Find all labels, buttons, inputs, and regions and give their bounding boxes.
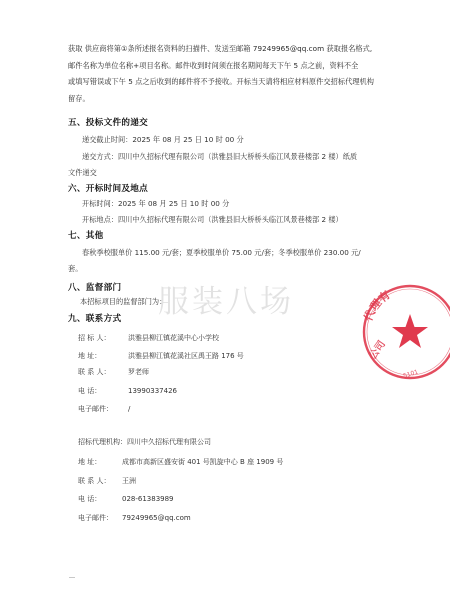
- uniform-prices-line-2: 套。: [68, 264, 83, 273]
- uniform-prices-line-1: 春秋季校服单价 115.00 元/套；夏季校服单价 75.00 元/套；冬季校服单价 230.00 元/: [82, 248, 361, 257]
- buyer-address-value: 洪雅县柳江镇花溪社区禹王路 176 号: [128, 352, 244, 360]
- section-9-title: 九、联系方式: [68, 314, 122, 324]
- agent-name-row: [78, 437, 211, 447]
- agent-phone-value: 028-61383989: [122, 495, 174, 503]
- opening-time: 开标时间：2025 年 08 月 25 日 10 时 00 分: [82, 199, 230, 208]
- seal-number: 5101: [402, 368, 420, 380]
- buyer-contact-label: 联 系 人：: [78, 368, 111, 376]
- section-8-title: 八、监督部门: [68, 283, 122, 293]
- submission-method-line-2: 文件递交: [68, 168, 97, 177]
- seal-top-text: 代理有: [361, 288, 393, 324]
- agent-phone-row: [78, 494, 174, 504]
- seal-graphic: [356, 280, 450, 384]
- buyer-email-value: /: [128, 405, 131, 413]
- page-mark: [69, 577, 75, 578]
- buyer-name-row: [78, 333, 219, 343]
- buyer-email-row: [78, 404, 130, 414]
- intro-line-1: 获取 供应商将第①条所述报名资料的扫描件、发送至邮箱 79249965@qq.com 获取报名格式,: [68, 44, 373, 53]
- intro-line-4: 留存。: [68, 93, 90, 103]
- buyer-name-value: 洪雅县柳江镇花溪中心小学校: [128, 334, 219, 342]
- section-6-title: 六、开标时间及地点: [68, 184, 149, 194]
- agent-email-value: 79249965@qq.com: [122, 514, 191, 522]
- agent-address-label: 地 址：: [78, 458, 102, 466]
- buyer-contact-value: 罗老师: [128, 368, 149, 376]
- seal-side-text: 公司: [367, 339, 388, 362]
- agent-name-label: 招标代理机构：: [78, 438, 127, 446]
- agent-email-row: [78, 513, 191, 523]
- watermark-text: 服装八场: [158, 284, 294, 320]
- agent-address-value: 成都市高新区盛安街 401 号凯旋中心 B 座 1909 号: [122, 458, 284, 466]
- buyer-phone-value: 13990337426: [128, 387, 177, 395]
- agent-phone-label: 电 话：: [78, 495, 102, 503]
- supervision-line: 本招标项目的监督部门为：: [80, 297, 167, 306]
- submission-method-line-1: 递交方式：四川中久招标代理有限公司（洪雅县旧大桥桥头临江风景巷楼部 2 楼）纸质: [82, 152, 358, 161]
- intro-line-2: 邮件名称为单位名称+项目名称。邮件收到时间须在报名期间每天下午 5 点之前，资料不全: [68, 60, 359, 70]
- opening-place: 开标地点：四川中久招标代理有限公司（洪雅县旧大桥桥头临江风景巷楼部 2 楼）: [82, 215, 343, 224]
- buyer-email-label: 电子邮件：: [78, 405, 113, 413]
- submission-deadline: 递交截止时间：2025 年 08 月 25 日 10 时 00 分: [82, 135, 244, 144]
- svg-text:代理有: [361, 288, 393, 323]
- agent-name-value: 四川中久招标代理有限公司: [127, 438, 211, 446]
- buyer-address-row: [78, 351, 244, 361]
- intro-line-3: 或填写错误或下午 5 点之后收到的邮件将不予接收。开标当天请将相应材料原件交招标代理机构: [68, 77, 375, 86]
- agent-contact-label: 联 系 人：: [78, 477, 111, 485]
- agent-contact-row: [78, 476, 136, 486]
- buyer-address-label: 地 址：: [78, 352, 102, 360]
- section-7-title: 七、其他: [68, 231, 104, 241]
- buyer-phone-label: 电 话：: [78, 387, 102, 395]
- buyer-phone-row: [78, 386, 177, 396]
- intro-paragraph: [68, 41, 398, 107]
- buyer-contact-row: [78, 367, 149, 377]
- buyer-name-label: 招 标 人：: [78, 334, 111, 342]
- section-5-title: 五、投标文件的递交: [68, 118, 149, 128]
- agent-contact-value: 王洲: [122, 477, 136, 485]
- agent-address-row: [78, 457, 283, 467]
- seal-star-icon: [392, 314, 428, 348]
- agent-email-label: 电子邮件：: [78, 514, 113, 522]
- official-seal: [356, 280, 450, 384]
